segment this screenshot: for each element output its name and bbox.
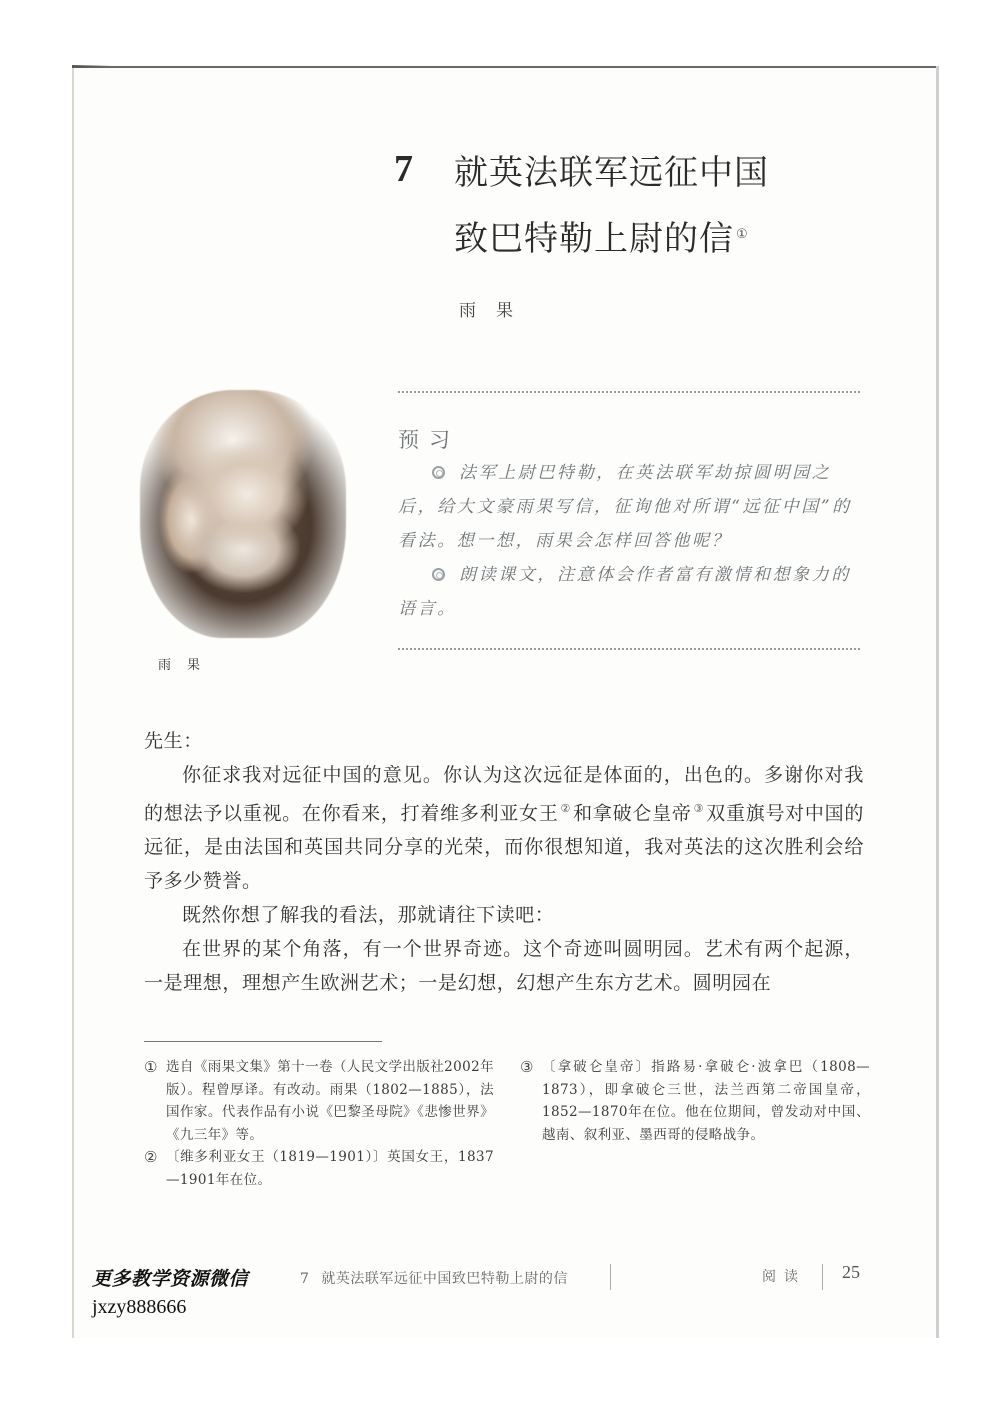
preview-item: [398, 558, 862, 626]
preview-item: [398, 456, 862, 558]
footnote-divider: [144, 1041, 382, 1042]
running-head: [300, 1268, 568, 1288]
paragraph-text: 和拿破仑皇帝: [573, 802, 692, 825]
watermark-text: 更多教学资源微信: [92, 1268, 249, 1290]
body-paragraph: 在世界的某个角落，有一个世界奇迹。这个奇迹叫圆明园。艺术有两个起源，一是理想，理想产生欧洲艺术；一是幻想，幻想产生东方艺术。圆明园在: [144, 938, 864, 995]
author-name: 雨果: [459, 301, 533, 321]
footnotes-column-right: [520, 1056, 870, 1146]
lesson-number: 7: [394, 148, 413, 190]
footnote-number: ①: [144, 1058, 158, 1076]
salutation: 先生：: [144, 730, 203, 752]
title-line-2-text: 致巴特勒上尉的信: [454, 219, 734, 259]
running-head-number: 7: [300, 1271, 310, 1287]
preview-item-text: 法军上尉巴特勒，在英法联军劫掠圆明园之后，给大文豪雨果写信，征询他对所谓“远征中国”的看法。想一想，雨果会怎样回答他呢？: [398, 463, 852, 551]
double-circle-bullet-icon: [432, 466, 445, 479]
letter-body: [144, 724, 864, 1000]
preview-top-divider: [398, 391, 860, 393]
footnote-2: [144, 1146, 494, 1191]
paragraph-text: 你征求我对远征中国的意见。你认为这次远征是体面的，出色的。多谢你对我的想法予以重视。在你看来，打着维多利亚女王: [144, 764, 864, 825]
paragraph-text: 双重旗号对中国的远征，是由法国和英国共同分享的光荣，而你很想知道，我对英法的这次胜利会给予多少赞誉。: [144, 802, 864, 893]
footnote-number: ②: [144, 1148, 158, 1166]
footnote-number: ③: [520, 1058, 534, 1076]
portrait-caption: 雨果: [158, 658, 217, 673]
title-line-2: [454, 211, 749, 260]
watermark-id: jxzy888666: [92, 1296, 187, 1318]
preview-bottom-divider: [398, 648, 860, 650]
body-paragraph: 既然你想了解我的看法，那就请往下读吧：: [182, 904, 555, 927]
footnote-marker-3: ③: [693, 802, 705, 815]
footnote-1: [144, 1056, 494, 1146]
title-line-1: 就英法联军远征中国: [454, 153, 769, 193]
preview-item-text: 朗读课文，注意体会作者富有激情和想象力的语言。: [398, 565, 851, 619]
preview-heading: 预习: [398, 428, 460, 452]
footer-divider: [610, 1264, 611, 1290]
footnote-text: 〔维多利亚女王（1819—1901）〕英国女王，1837—1901年在位。: [166, 1149, 494, 1188]
footnote-marker-2: ②: [560, 802, 572, 815]
footnote-text: 选自《雨果文集》第十一卷（人民文学出版社2002年版）。程曾厚译。有改动。雨果（1802—1885），法国作家。代表作品有小说《巴黎圣母院》《悲惨世界》《九三年》等。: [166, 1059, 494, 1143]
page-number: 25: [842, 1262, 860, 1282]
title-footnote-marker: ①: [736, 226, 749, 242]
double-circle-bullet-icon: [432, 568, 445, 581]
section-label: 阅读: [762, 1269, 806, 1285]
running-head-title: 就英法联军远征中国致巴特勒上尉的信: [321, 1271, 568, 1287]
footnote-text: 〔拿破仑皇帝〕指路易·拿破仑·波拿巴（1808—1873），即拿破仑三世，法兰西第二帝国皇帝，1852—1870年在位。他在位期间，曾发动对中国、越南、叙利亚、墨西哥的侵略战争。: [542, 1059, 870, 1143]
footnote-3: [520, 1056, 870, 1146]
body-paragraph: [144, 758, 864, 898]
preview-section: [398, 456, 862, 626]
portrait-image: [140, 390, 346, 638]
footnotes-column-left: [144, 1056, 494, 1191]
footer-divider: [822, 1264, 823, 1290]
